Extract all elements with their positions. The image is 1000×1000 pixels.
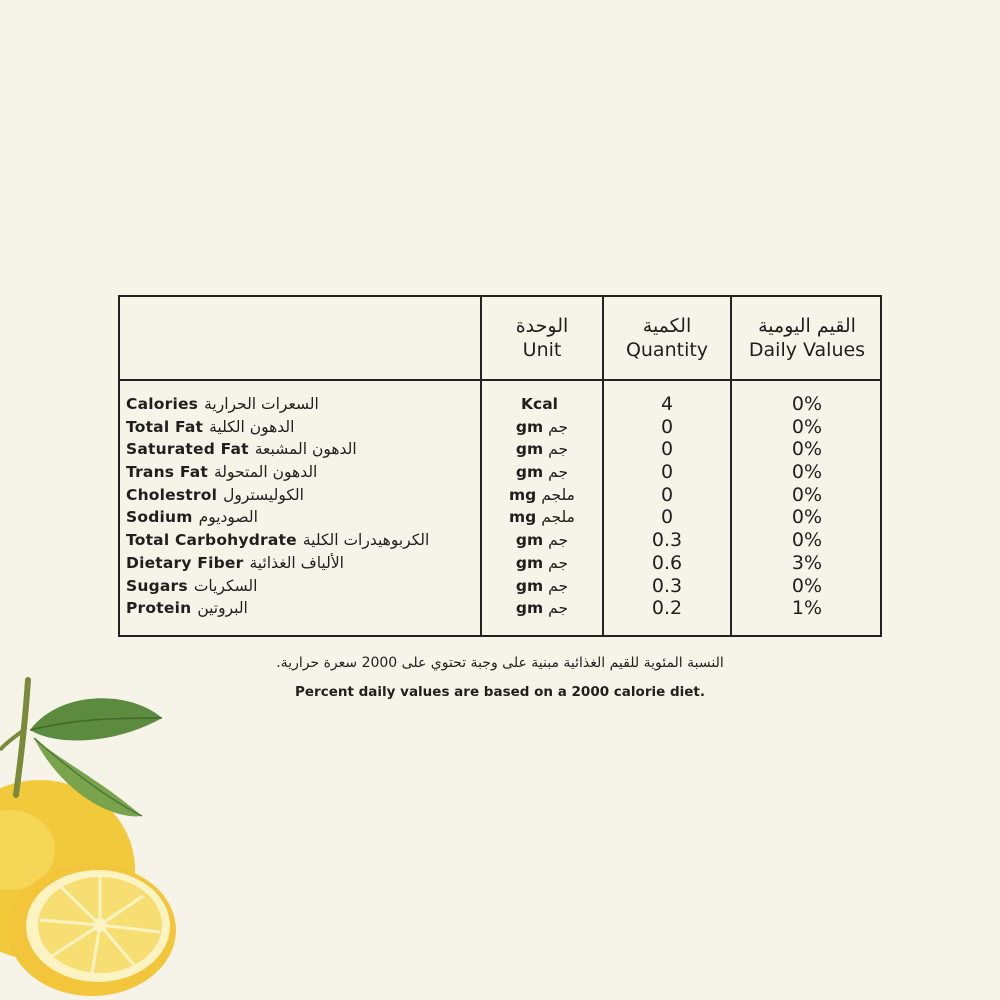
nutrient-name-ar: الدهون المشبعة: [254, 440, 357, 459]
table-row: [120, 484, 880, 507]
header-nutrient: [120, 297, 480, 379]
unit-ar: جم: [548, 599, 569, 618]
unit-cell: [482, 461, 602, 483]
unit-ar: ملجم: [541, 485, 575, 504]
nutrient-name-ar: البروتين: [197, 599, 248, 618]
nutrition-facts-table: [118, 295, 882, 637]
header-unit-en: Unit: [522, 339, 562, 361]
quantity-cell: 4: [660, 393, 674, 415]
unit-ar: جم: [548, 463, 569, 482]
unit-en: gm: [515, 553, 544, 572]
unit-ar: جم: [548, 531, 569, 550]
table-row: [120, 575, 880, 598]
unit-en: gm: [515, 417, 544, 436]
unit-en: gm: [515, 576, 544, 595]
table-row: [120, 506, 880, 529]
nutrient-name: [126, 575, 257, 597]
table-row: [120, 438, 880, 461]
header-quantity-ar: الكمية: [642, 315, 692, 337]
nutrient-name-en: Sugars: [126, 576, 188, 595]
daily-value-cell: 0%: [791, 438, 823, 461]
unit-ar: جم: [548, 440, 569, 459]
nutrient-name-ar: السكريات: [193, 576, 258, 595]
unit-ar: جم: [548, 417, 569, 436]
unit-ar: ملجم: [541, 508, 575, 527]
unit-en: mg: [508, 485, 537, 504]
header-quantity: [604, 297, 730, 379]
table-row: [120, 393, 880, 416]
nutrient-name: [126, 506, 258, 528]
unit-cell: [482, 438, 602, 460]
nutrient-name-en: Total Carbohydrate: [126, 531, 297, 550]
nutrient-name-en: Saturated Fat: [126, 440, 249, 459]
nutrient-name-en: Protein: [126, 599, 192, 618]
nutrient-name: [126, 393, 319, 415]
nutrient-name: [126, 597, 248, 619]
nutrient-name: [126, 552, 344, 574]
unit-en: mg: [508, 508, 537, 527]
unit-cell: [482, 416, 602, 438]
unit-ar: جم: [548, 553, 569, 572]
unit-en: gm: [515, 599, 544, 618]
nutrient-name-ar: الصوديوم: [198, 508, 258, 527]
daily-value-cell: 0%: [791, 483, 823, 506]
table-row: [120, 552, 880, 575]
unit-cell: [482, 506, 602, 528]
quantity-cell: 0: [660, 461, 674, 484]
quantity-cell: 0.6: [651, 551, 683, 574]
quantity-cell: 0.3: [651, 529, 683, 552]
daily-value-cell: 0%: [791, 574, 823, 597]
header-unit: [482, 297, 602, 379]
unit-cell: [482, 552, 602, 574]
footnote-arabic: النسبة المئوية للقيم الغذائية مبنية على وجبة تحتوي على 2000 سعرة حرارية.: [276, 655, 724, 671]
table-row: [120, 461, 880, 484]
nutrient-name-en: Trans Fat: [126, 463, 208, 482]
nutrient-name: [126, 416, 294, 438]
unit-ar: جم: [548, 576, 569, 595]
table-row: [120, 416, 880, 439]
footnote-english: Percent daily values are based on a 2000 calorie diet.: [294, 684, 705, 700]
table-row: [120, 597, 880, 620]
daily-value-cell: 1%: [791, 597, 823, 620]
quantity-cell: 0: [660, 438, 674, 461]
nutrient-name-ar: الكوليسترول: [223, 485, 304, 504]
header-daily-values-en: Daily Values: [748, 339, 866, 361]
header-daily-values: [732, 297, 882, 379]
header-quantity-en: Quantity: [625, 339, 709, 361]
daily-value-cell: 0%: [791, 461, 823, 484]
nutrient-name: [126, 529, 429, 551]
table-row: [120, 529, 880, 552]
daily-value-cell: 3%: [791, 551, 823, 574]
unit-cell: [482, 575, 602, 597]
header-unit-ar: الوحدة: [515, 315, 569, 337]
nutrient-name: [126, 461, 317, 483]
unit-cell: [482, 484, 602, 506]
daily-value-cell: 0%: [791, 415, 823, 438]
quantity-cell: 0: [660, 506, 674, 529]
quantity-cell: 0: [660, 415, 674, 438]
unit-en: gm: [515, 531, 544, 550]
lemon-core: [93, 918, 107, 932]
quantity-cell: 0.2: [651, 597, 683, 620]
nutrient-name-ar: الكربوهيدرات الكلية: [302, 531, 430, 550]
lemon-stem: [16, 680, 28, 795]
nutrient-name: [126, 438, 357, 460]
unit-cell: [482, 597, 602, 619]
unit-en: gm: [515, 440, 544, 459]
lemon-illustration: [0, 670, 220, 1000]
nutrient-name-en: Sodium: [126, 508, 193, 527]
unit-en: Kcal: [521, 395, 558, 413]
unit-cell: [482, 529, 602, 551]
nutrient-name-en: Cholestrol: [126, 485, 218, 504]
nutrient-name-en: Total Fat: [126, 417, 204, 436]
quantity-cell: 0.3: [651, 574, 683, 597]
table-body: [120, 393, 880, 620]
quantity-cell: 0: [660, 483, 674, 506]
nutrient-name-en: Calories: [126, 395, 199, 413]
daily-value-cell: 0%: [791, 529, 823, 552]
nutrient-name: [126, 484, 304, 506]
nutrient-name-en: Dietary Fiber: [126, 553, 244, 572]
nutrient-name-ar: الدهون الكلية: [209, 417, 295, 436]
unit-cell: [482, 393, 602, 415]
unit-en: gm: [515, 463, 544, 482]
nutrient-name-ar: الدهون المتحولة: [213, 463, 318, 482]
daily-value-cell: 0%: [791, 393, 823, 415]
nutrient-name-ar: الألياف الغذائية: [249, 553, 344, 572]
daily-value-cell: 0%: [791, 506, 823, 529]
header-daily-values-ar: القيم اليومية: [758, 315, 856, 337]
nutrient-name-ar: السعرات الحرارية: [204, 395, 319, 413]
